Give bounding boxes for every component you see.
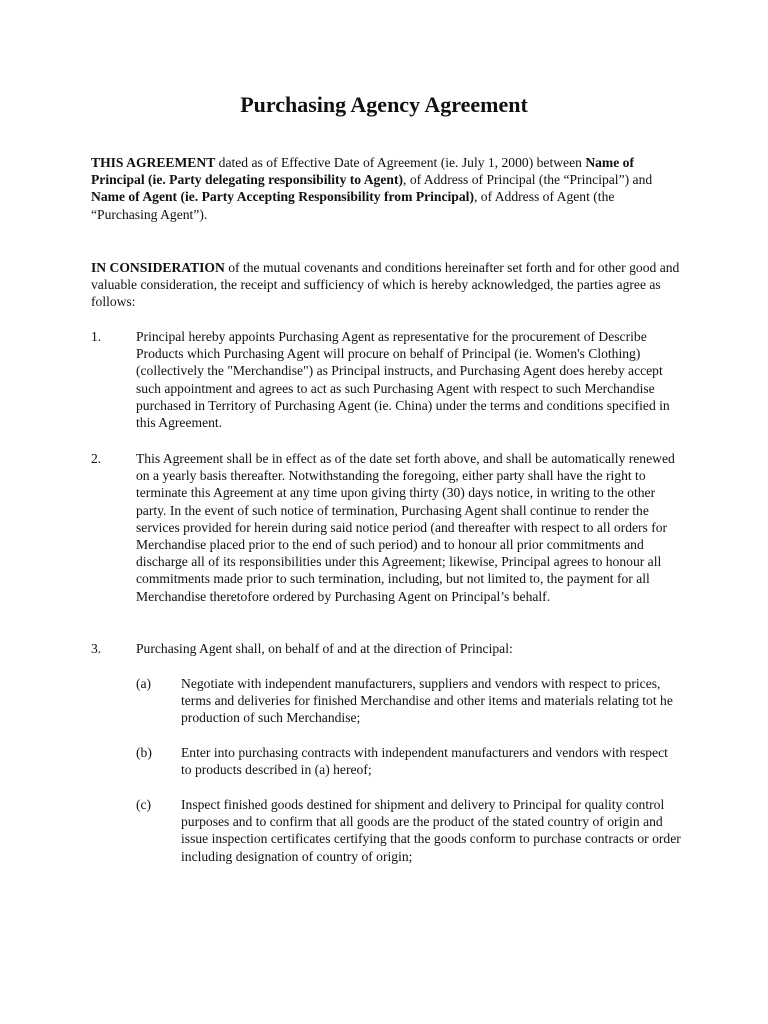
consideration-lead: IN CONSIDERATION bbox=[91, 260, 225, 275]
intro-paragraph bbox=[91, 154, 681, 223]
intro-text-2: , of Address of Principal (the “Principal”) and bbox=[403, 172, 653, 188]
subclause-text: Inspect finished goods destined for shipment and delivery to Principal for quality control purposes and to confirm that all goods are the product of the stated country of origin and issue inspection certificates certifying that the goods conform to purchase contracts or order including designation of country of origin; bbox=[181, 797, 681, 864]
subclause-label: (b) bbox=[136, 745, 152, 760]
clause-text: Purchasing Agent shall, on behalf of and at the direction of Principal: bbox=[136, 641, 513, 656]
subclause-text: Negotiate with independent manufacturers, suppliers and vendors with respect to prices, terms and deliveries for finished Merchandise and other items and materials relating tot he production of such Merchandise; bbox=[181, 676, 673, 726]
clause-number: 3. bbox=[91, 641, 102, 656]
intro-text-1: dated as of Effective Date of Agreement (ie. July 1, 2000) between bbox=[215, 155, 586, 170]
clause-number: 1. bbox=[91, 329, 102, 344]
consideration-paragraph bbox=[91, 259, 681, 311]
agent-name: Name of Agent (ie. Party Accepting Responsibility from Principal) bbox=[91, 189, 474, 205]
clause-text: This Agreement shall be in effect as of the date set forth above, and shall be automatically renewed on a yearly basis thereafter. Notwithstanding the foregoing, either party shall have the right to terminate this Agreement at any time upon giving thirty (30) days notice, in writing to the other party. In the event of such notice of termination, Purchasing Agent shall continue to render the services provided for herein during said notice period (and thereafter with respect to all orders for Merchandise placed prior to the end of such period) and to honour all prior commitments and discharge all of its responsibilities under this Agreement; likewise, Principal agrees to honour all commitments made prior to such termination, including, but not limited to, the payment for all Merchandise theretofore ordered by Purchasing Agent on Principal’s behalf. bbox=[136, 451, 675, 604]
subclause-label: (c) bbox=[136, 797, 152, 812]
clause-text: Principal hereby appoints Purchasing Agent as representative for the procurement of Describe Products which Purchasing Agent will procure on behalf of Principal (ie. Women's Clothing) (collectively the "Merchandise") as Principal instructs, and Purchasing Agent does hereby accept such appointment and agrees to act as such Purchasing Agent with respect to such Merchandise purchased in Territory of Purchasing Agent (ie. China) under the terms and conditions specified in this Agreement. bbox=[136, 329, 670, 431]
subclause-text: Enter into purchasing contracts with independent manufacturers and vendors with respect to products described in (a) hereof; bbox=[181, 745, 668, 778]
principal-name: Name of Principal (ie. Party delegating responsibility to Agent) bbox=[91, 155, 635, 188]
consideration-text: of the mutual covenants and conditions hereinafter set forth and for other good and valuable consideration, the receipt and sufficiency of which is hereby acknowledged, the parties agree as follows: bbox=[91, 260, 680, 310]
document-title: Purchasing Agency Agreement bbox=[240, 92, 528, 117]
clause-number: 2. bbox=[91, 451, 102, 466]
intro-text-3: , of Address of Agent (the “Purchasing Agent”). bbox=[91, 189, 615, 222]
intro-lead: THIS AGREEMENT bbox=[91, 155, 216, 170]
subclause-label: (a) bbox=[136, 676, 152, 691]
